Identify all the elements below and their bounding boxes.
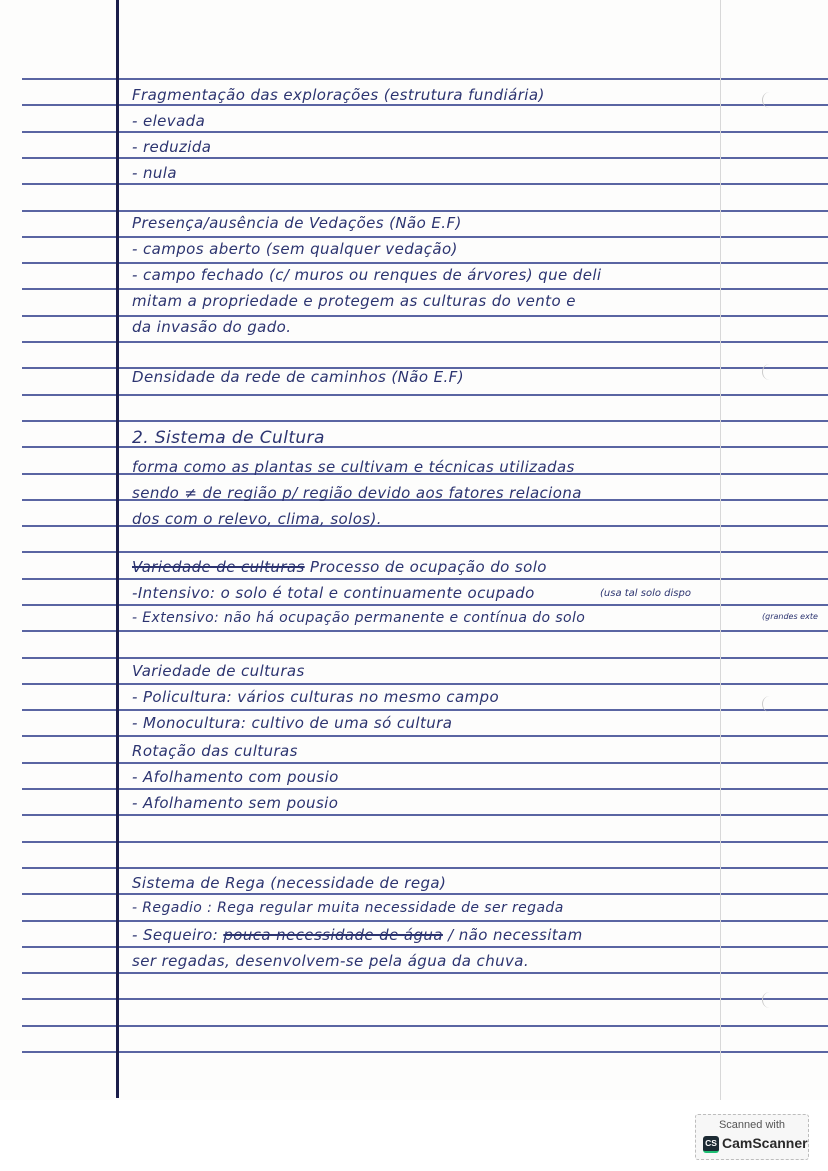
ruled-line [22,420,828,422]
section-title-sistema-cultura: 2. Sistema de Cultura [132,428,325,448]
binder-hole-mark [762,364,777,380]
struck-text: pouca necessidade de água [223,926,443,944]
list-item: - Monocultura: cultivo de uma só cultura [132,714,453,732]
ruled-line [22,657,828,659]
ruled-line [22,551,828,553]
ruled-line [22,709,828,711]
binder-hole-mark [762,992,777,1008]
list-item: -Intensivo: o solo é total e continuamente ocupado [132,584,535,602]
side-note: (usa tal solo dispo [600,588,691,599]
heading-rotacao: Rotação das culturas [132,742,298,760]
ruled-line [22,578,828,580]
ruled-line [22,341,828,343]
ruled-line [22,1025,828,1027]
heading-caminhos: Densidade da rede de caminhos (Não E.F) [132,368,464,386]
list-item: - campos aberto (sem qualquer vedação) [132,240,458,258]
list-item: - campo fechado (c/ muros ou renques de árvores) que deli [132,266,602,284]
badge-caption: Scanned with [718,1119,786,1131]
item-text: / não necessitam [442,926,583,944]
heading-text: Processo de ocupação do solo [309,558,547,576]
ruled-line [22,683,828,685]
ruled-line [22,157,828,159]
list-item: - Policultura: vários culturas no mesmo campo [132,688,500,706]
list-item: - Regadio : Rega regular muita necessidade de ser regada [132,900,564,916]
ruled-line [22,920,828,922]
ruled-line [22,131,828,133]
ruled-line [22,946,828,948]
bleed-through-line [720,0,721,1100]
ruled-line [22,210,828,212]
ruled-line [22,841,828,843]
badge-brand: CamScanner [722,1135,808,1151]
list-item: - Afolhamento com pousio [132,768,339,786]
ruled-line [22,104,828,106]
ruled-line [22,288,828,290]
heading-variedade: Variedade de culturas [132,662,305,680]
ruled-line [22,735,828,737]
ruled-line [22,315,828,317]
binder-hole-mark [762,92,777,108]
text-line: da invasão do gado. [132,318,292,336]
heading-rega: Sistema de Rega (necessidade de rega) [132,874,447,892]
ruled-line [22,604,828,606]
ruled-line [22,262,828,264]
text-line: forma como as plantas se cultivam e técnicas utilizadas [132,458,575,476]
list-item: - Extensivo: não há ocupação permanente e contínua do solo [132,610,586,626]
ruled-line [22,814,828,816]
heading-vedacoes: Presença/ausência de Vedações (Não E.F) [132,214,462,232]
list-item: - reduzida [132,138,212,156]
ruled-line [22,788,828,790]
struck-text: Variedade de culturas [132,558,305,576]
heading-fragmentacao: Fragmentação das explorações (estrutura fundiária) [132,86,545,104]
ruled-line [22,893,828,895]
list-item: - nula [132,164,177,182]
ruled-line [22,183,828,185]
ruled-line [22,1051,828,1053]
ruled-line [22,630,828,632]
side-note: (grandes exte [762,612,818,621]
binder-hole-mark [762,696,777,712]
item-label: - Sequeiro: [132,926,224,944]
ruled-line [22,998,828,1000]
text-line: ser regadas, desenvolvem-se pela água da chuva. [132,952,530,970]
text-line: dos com o relevo, clima, solos). [132,510,382,528]
ruled-line [22,236,828,238]
ruled-line [22,762,828,764]
ruled-line [22,972,828,974]
camscanner-badge [695,1114,809,1160]
camscanner-logo-icon: CS [703,1136,719,1153]
ruled-line [22,78,828,80]
heading-ocupacao [132,558,547,576]
text-line: mitam a propriedade e protegem as culturas do vento e [132,292,576,310]
list-item: - Afolhamento sem pousio [132,794,339,812]
ruled-line [22,867,828,869]
text-line: sendo ≠ de região p/ região devido aos fatores relaciona [132,484,582,502]
list-item: - elevada [132,112,206,130]
margin-line [116,0,119,1098]
list-item [132,926,583,944]
ruled-line [22,394,828,396]
